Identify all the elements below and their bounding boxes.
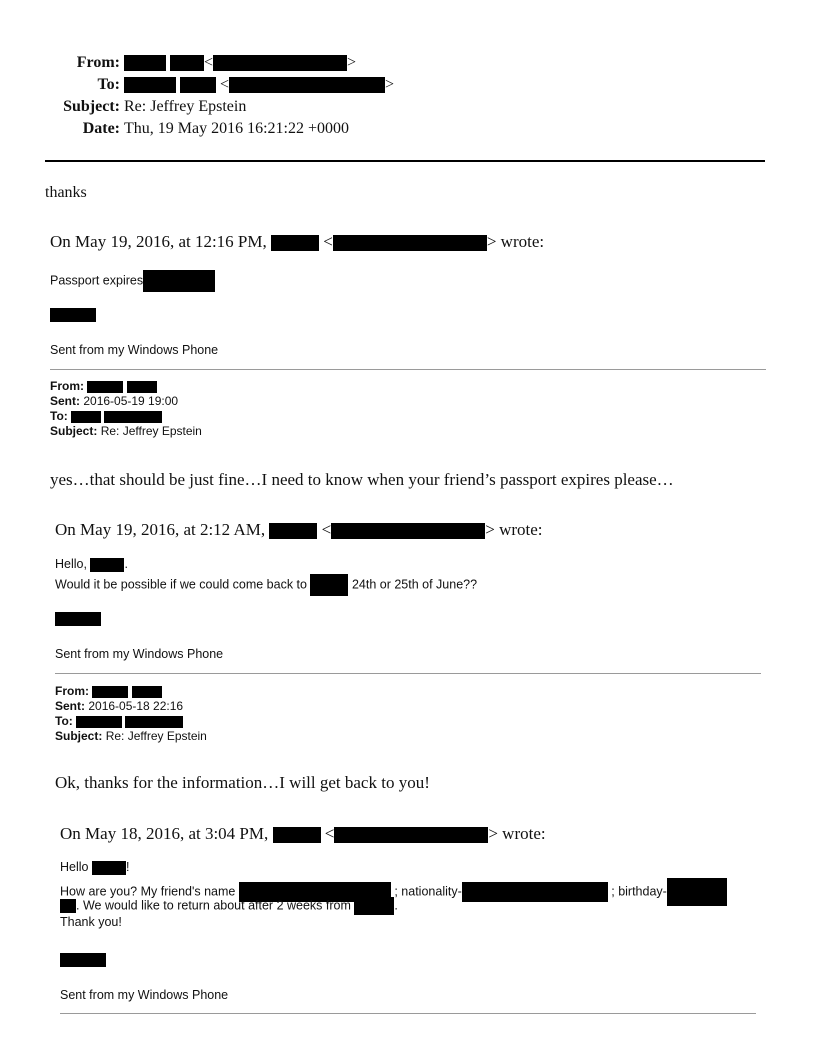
redaction <box>124 55 166 71</box>
quote3-attribution: On May 18, 2016, at 3:04 PM, < > wrote: <box>60 824 546 843</box>
redaction <box>90 558 124 572</box>
redaction <box>127 381 157 393</box>
date-label: Date: <box>82 120 120 137</box>
redaction <box>213 55 347 71</box>
redaction <box>125 716 183 728</box>
quote1-passport-line: Passport expires <box>50 270 215 292</box>
quote3-line3: . We would like to return about after 2 weeks from . <box>60 897 398 915</box>
body2: yes…that should be just fine…I need to know when your friend’s passport expires please… <box>50 470 674 489</box>
redaction <box>271 235 319 251</box>
quote2-sent-from: Sent from my Windows Phone <box>55 647 224 661</box>
redaction <box>667 878 727 906</box>
divider <box>60 1013 756 1014</box>
redaction <box>104 411 162 423</box>
quote2-attribution: On May 19, 2016, at 2:12 AM, < > wrote: <box>55 520 543 539</box>
redaction <box>170 55 204 71</box>
quote2-line2: Would it be possible if we could come back to 24th or 25th of June?? <box>55 574 477 596</box>
redaction <box>143 270 215 292</box>
to-value: < > <box>124 76 394 94</box>
redaction <box>76 716 122 728</box>
redaction <box>60 899 76 913</box>
redaction <box>331 523 485 539</box>
quote3-line2: How are you? My friend's name ; nationality- ; birthday- <box>60 878 727 906</box>
reply-body: thanks <box>45 184 87 201</box>
divider <box>55 673 761 674</box>
redaction <box>124 77 176 93</box>
redaction <box>180 77 216 93</box>
redaction <box>462 882 608 902</box>
body3: Ok, thanks for the information…I will get back to you! <box>55 773 430 792</box>
quote1-attribution: On May 19, 2016, at 12:16 PM, < > wrote: <box>50 232 545 251</box>
signature-redaction <box>60 953 106 967</box>
redaction <box>71 411 101 423</box>
redaction <box>87 381 123 393</box>
quote2-hello: Hello, . <box>55 557 128 571</box>
redaction <box>354 897 394 915</box>
quote3-hello: Hello ! <box>60 860 130 874</box>
header-divider <box>45 160 765 162</box>
redaction <box>132 686 162 698</box>
redaction <box>333 235 487 251</box>
meta1-block: From: Sent: 2016-05-19 19:00 To: Subject: Re: Jeffrey Epstein <box>50 379 202 438</box>
divider <box>50 369 766 370</box>
to-label: To: <box>97 76 120 93</box>
redaction <box>334 827 488 843</box>
quote1-sent-from: Sent from my Windows Phone <box>50 343 219 357</box>
signature-redaction <box>55 612 101 626</box>
quote3-sent-from: Sent from my Windows Phone <box>60 988 229 1002</box>
redaction <box>310 574 348 596</box>
redaction <box>92 861 126 875</box>
meta2-block: From: Sent: 2016-05-18 22:16 To: Subject: Re: Jeffrey Epstein <box>55 684 207 743</box>
date-value: Thu, 19 May 2016 16:21:22 +0000 <box>124 120 350 137</box>
subject-label: Subject: <box>63 98 120 115</box>
subject-value: Re: Jeffrey Epstein <box>124 98 247 115</box>
redaction <box>229 77 385 93</box>
from-label: From: <box>76 54 120 71</box>
redaction <box>269 523 317 539</box>
redaction <box>273 827 321 843</box>
quote3-thanks: Thank you! <box>60 915 122 929</box>
signature-redaction <box>50 308 96 322</box>
from-value: < > <box>124 54 356 72</box>
redaction <box>92 686 128 698</box>
